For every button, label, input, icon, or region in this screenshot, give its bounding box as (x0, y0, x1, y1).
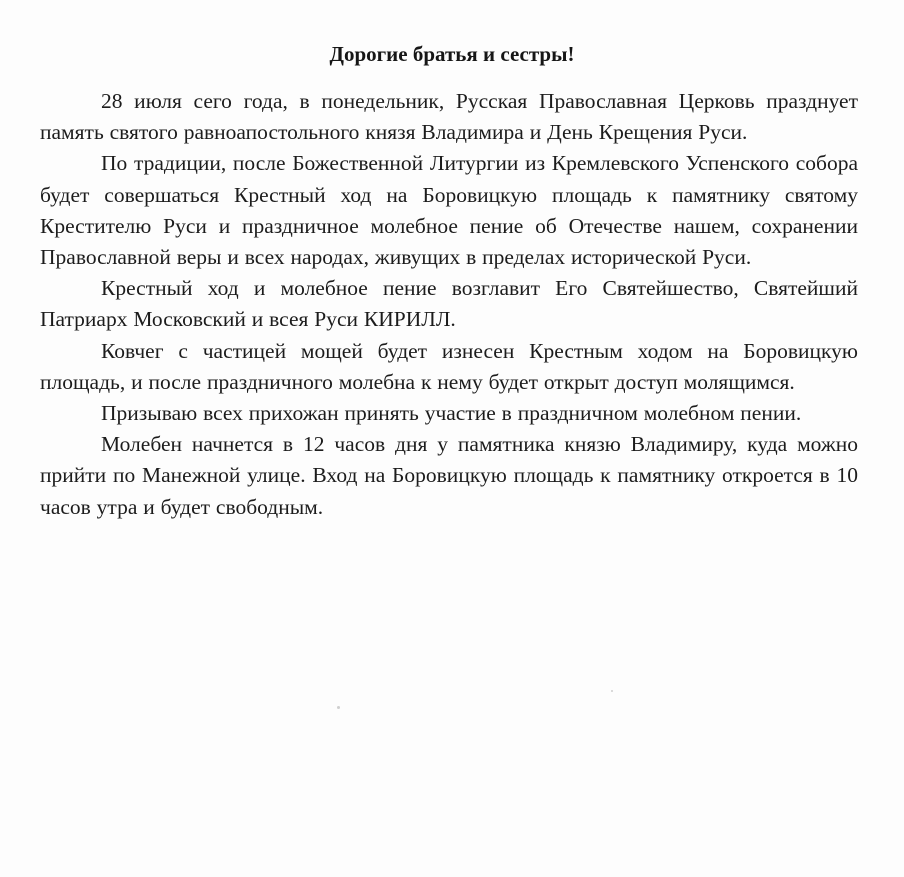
paragraph-procession: По традиции, после Божественной Литургии из Кремлевского Успенского собора будет совершаться Крестный ход на Боровицкую площадь к памятнику святому Крестителю Руси и праздничное молебное пение об Отечестве нашем, сохранении Православной веры и всех народах, живущих в пределах исторической Руси. (40, 151, 858, 270)
letter-title: Дорогие братья и сестры! (329, 42, 575, 66)
paragraph-patriarch: Крестный ход и молебное пение возглавит Его Святейшество, Святейший Патриарх Московский и всея Руси КИРИЛЛ. (40, 276, 858, 332)
paragraph-invitation: Призываю всех прихожан принять участие в праздничном молебном пении. (101, 401, 802, 426)
scan-speck (611, 690, 613, 692)
letter-body (40, 86, 858, 523)
scan-speck (337, 706, 340, 709)
paragraph-schedule: Молебен начнется в 12 часов дня у памятника князю Владимиру, куда можно прийти по Манежной улице. Вход на Боровицкую площадь к памятнику откроется в 10 часов утра и будет свободным. (40, 432, 858, 519)
paragraph-feast-date: 28 июля сего года, в понедельник, Русская Православная Церковь празднует память святого равноапостольного князя Владимира и День Крещения Руси. (40, 89, 858, 145)
paragraph-relics: Ковчег с частицей мощей будет изнесен Крестным ходом на Боровицкую площадь, и после праздничного молебна к нему будет открыт доступ молящимся. (40, 338, 858, 394)
